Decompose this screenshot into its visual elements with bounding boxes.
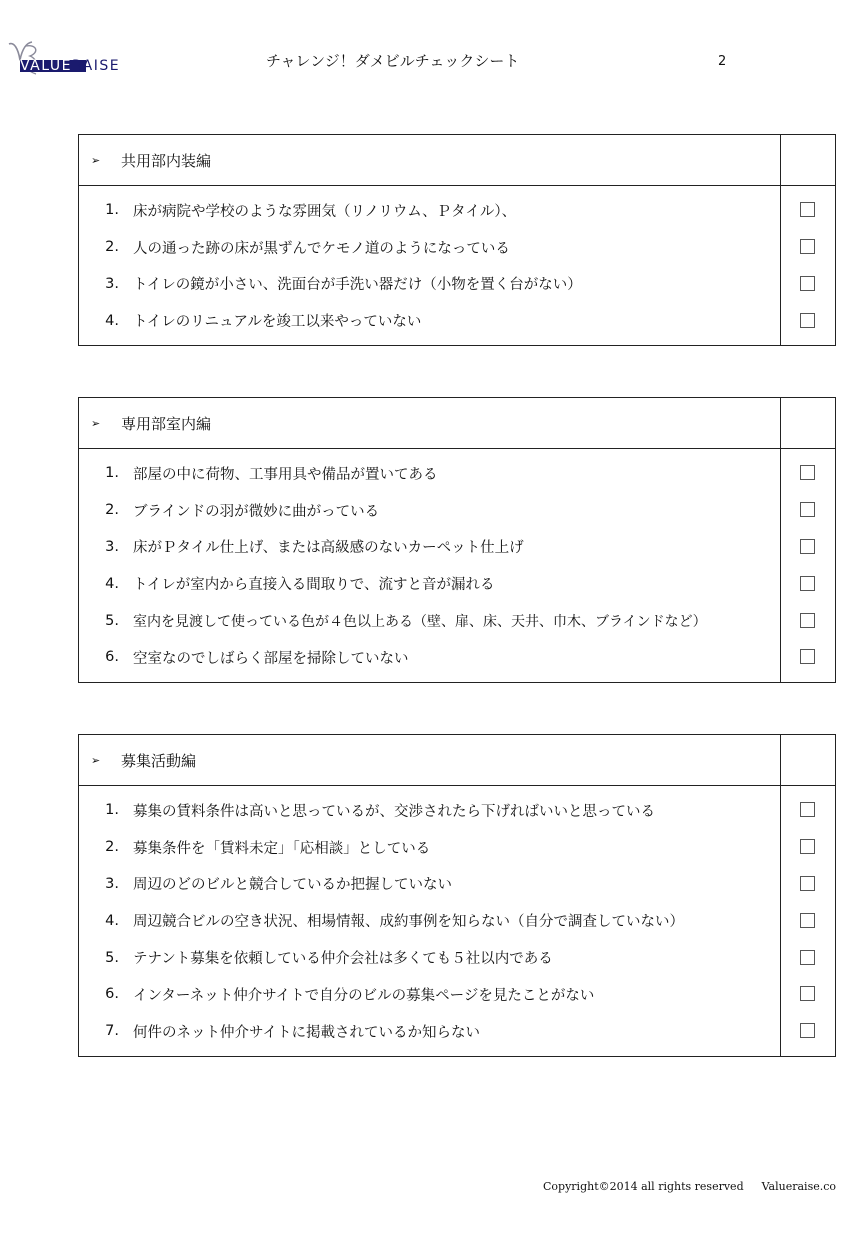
item-text: 人の通った跡の床が黒ずんでケモノ道のようになっている xyxy=(133,240,510,257)
item-number: 1. xyxy=(105,202,119,219)
page-number: 2 xyxy=(718,54,727,69)
item-checkbox[interactable] xyxy=(800,313,815,328)
item-text: 何件のネット仲介サイトに掲載されているか知らない xyxy=(133,1024,480,1041)
item-checkbox[interactable] xyxy=(800,613,815,628)
item-number: 2. xyxy=(105,239,119,256)
section-header xyxy=(79,135,835,186)
arrow-bullet-icon: ➢ xyxy=(91,153,101,167)
item-checkbox[interactable] xyxy=(800,986,815,1001)
item-number: 4. xyxy=(105,575,119,592)
checklist-item xyxy=(79,192,835,229)
page-footer xyxy=(543,1178,836,1196)
item-checkbox[interactable] xyxy=(800,876,815,891)
section-title: 募集活動編 xyxy=(121,751,197,770)
section-common-interior xyxy=(78,134,836,346)
item-checkbox[interactable] xyxy=(800,539,815,554)
section-header xyxy=(79,735,835,786)
item-text: 募集の賃料条件は高いと思っているが、交渉されたら下げればいいと思っている xyxy=(133,803,655,820)
item-number: 4. xyxy=(105,312,119,329)
item-text: テナント募集を依頼している仲介会社は多くても５社以内である xyxy=(133,951,553,968)
item-checkbox[interactable] xyxy=(800,839,815,854)
item-number: 2. xyxy=(105,839,119,856)
item-checkbox[interactable] xyxy=(800,1023,815,1038)
checklist-item xyxy=(79,866,835,903)
item-text: 周辺のどのビルと競合しているか把握していない xyxy=(133,877,452,894)
item-text: トイレが室内から直接入る間取りで、流すと音が漏れる xyxy=(133,577,495,594)
item-number: 5. xyxy=(105,612,119,629)
checklist xyxy=(79,449,835,682)
item-number: 4. xyxy=(105,912,119,929)
item-text: 募集条件を「賃料未定」「応相談」としている xyxy=(133,840,431,857)
checklist-item xyxy=(79,229,835,266)
item-text: 空室なのでしばらく部屋を掃除していない xyxy=(133,650,409,667)
item-checkbox[interactable] xyxy=(800,649,815,664)
checklist-item xyxy=(79,902,835,939)
item-text: インターネット仲介サイトで自分のビルの募集ページを見たことがない xyxy=(133,987,595,1004)
item-text: 周辺競合ビルの空き状況、相場情報、成約事例を知らない（自分で調査していない） xyxy=(133,914,684,931)
item-number: 3. xyxy=(105,275,119,292)
item-text: 室内を見渡して使っている色が４色以上ある（壁、扉、床、天井、巾木、ブラインドなど） xyxy=(133,613,707,630)
section-leasing-activity xyxy=(78,734,836,1057)
item-checkbox[interactable] xyxy=(800,950,815,965)
item-number: 1. xyxy=(105,465,119,482)
item-number: 7. xyxy=(105,1023,119,1040)
checklist-item xyxy=(79,976,835,1013)
item-number: 3. xyxy=(105,538,119,555)
item-text: トイレの鏡が小さい、洗面台が手洗い器だけ（小物を置く台がない） xyxy=(133,277,582,294)
checklist-item xyxy=(79,602,835,639)
checklist xyxy=(79,186,835,345)
item-checkbox[interactable] xyxy=(800,465,815,480)
checklist-item xyxy=(79,529,835,566)
item-checkbox[interactable] xyxy=(800,502,815,517)
item-number: 6. xyxy=(105,649,119,666)
item-number: 6. xyxy=(105,986,119,1003)
checklist-item xyxy=(79,492,835,529)
section-header xyxy=(79,398,835,449)
page-header xyxy=(0,0,842,100)
arrow-bullet-icon: ➢ xyxy=(91,416,101,430)
item-number: 2. xyxy=(105,502,119,519)
checklist-item xyxy=(79,1013,835,1050)
section-title: 専用部室内編 xyxy=(121,414,212,433)
checklist-item xyxy=(79,565,835,602)
arrow-bullet-icon: ➢ xyxy=(91,753,101,767)
item-text: 部屋の中に荷物、工事用具や備品が置いてある xyxy=(133,466,438,483)
item-text: 床がＰタイル仕上げ、または高級感のないカーペット仕上げ xyxy=(133,540,524,557)
item-text: トイレのリニュアルを竣工以来やっていない xyxy=(133,314,422,331)
checklist-item xyxy=(79,302,835,339)
site-name: Valueraise.co xyxy=(761,1180,836,1193)
item-checkbox[interactable] xyxy=(800,913,815,928)
item-checkbox[interactable] xyxy=(800,576,815,591)
item-text: ブラインドの羽が微妙に曲がっている xyxy=(133,503,380,520)
valueraise-logo xyxy=(6,38,176,82)
item-text: 床が病院や学校のような雰囲気（リノリウム、Ｐタイル）、 xyxy=(133,203,517,220)
checklist-item xyxy=(79,639,835,676)
item-checkbox[interactable] xyxy=(800,802,815,817)
item-number: 3. xyxy=(105,875,119,892)
item-checkbox[interactable] xyxy=(800,239,815,254)
document-title: チャレンジ！ダメビルチェックシート xyxy=(266,52,520,70)
checklist xyxy=(79,786,835,1056)
item-checkbox[interactable] xyxy=(800,202,815,217)
item-checkbox[interactable] xyxy=(800,276,815,291)
checklist-item xyxy=(79,455,835,492)
item-number: 5. xyxy=(105,949,119,966)
copyright-text: Copyright©2014 all rights reserved xyxy=(543,1180,744,1193)
logo-text: VALUERAISE xyxy=(20,58,121,74)
checklist-item xyxy=(79,939,835,976)
section-private-interior xyxy=(78,397,836,683)
checklist-item xyxy=(79,829,835,866)
item-number: 1. xyxy=(105,802,119,819)
section-title: 共用部内装編 xyxy=(121,151,212,170)
checklist-item xyxy=(79,266,835,303)
checklist-item xyxy=(79,792,835,829)
